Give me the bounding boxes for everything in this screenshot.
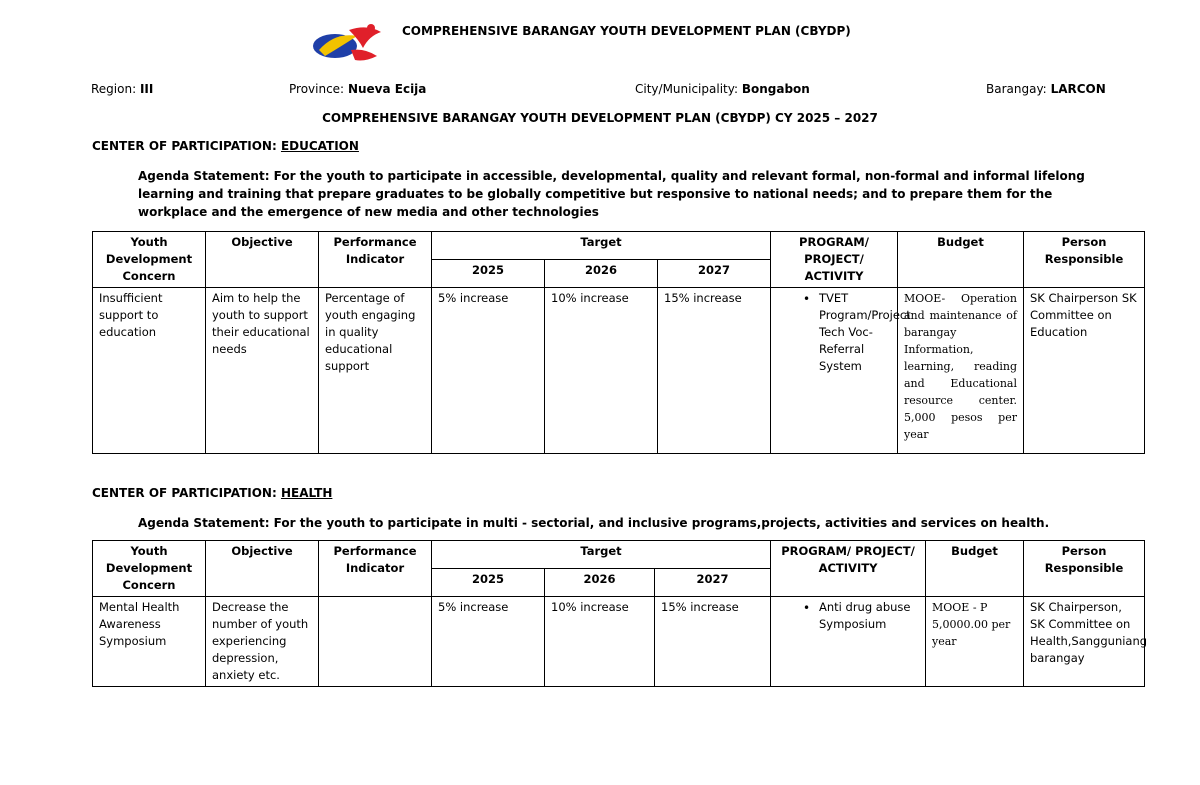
- sk-logo-icon: [305, 22, 387, 66]
- cell-target-2026: 10% increase: [545, 288, 658, 454]
- cell-target-2027: 15% increase: [658, 288, 771, 454]
- header-program: PROGRAM/ PROJECT/ ACTIVITY: [771, 232, 898, 288]
- table-row: [93, 288, 1145, 454]
- document-title: COMPREHENSIVE BARANGAY YOUTH DEVELOPMENT PLAN (CBYDP): [402, 24, 851, 38]
- cell-budget: MOOE- Operation and maintenance of barangay Information, learning, reading and Educational resource center. 5,000 pesos per year: [898, 288, 1024, 454]
- health-plan-table: [92, 540, 1148, 687]
- cell-indicator: Percentage of youth engaging in quality educational support: [319, 288, 432, 454]
- header-target: Target: [432, 232, 771, 260]
- bullet-icon: •: [803, 601, 811, 615]
- cell-target-2027: 15% increase: [655, 597, 771, 687]
- plan-title: COMPREHENSIVE BARANGAY YOUTH DEVELOPMENT PLAN (CBYDP) CY 2025 – 2027: [322, 111, 878, 125]
- region-field: Region: III: [91, 82, 154, 96]
- health-agenda-statement: Agenda Statement: For the youth to participate in multi - sectorial, and inclusive programs,projects, activities and services on health.: [138, 516, 1050, 530]
- cell-concern: Insufficient support to education: [93, 288, 206, 454]
- header-indicator: Performance Indicator: [319, 232, 432, 288]
- location-row: [0, 82, 1200, 100]
- header-year-2027: 2027: [655, 569, 771, 597]
- header-year-2025: 2025: [432, 569, 545, 597]
- header-year-2025: 2025: [432, 260, 545, 288]
- cell-budget: MOOE - P 5,0000.00 per year: [926, 597, 1024, 687]
- education-agenda-statement: Agenda Statement: For the youth to participate in accessible, developmental, quality and relevant formal, non-formal and informal lifelong learning and training that prepare graduates to be globally competitive but responsive to national needs; and to prepare them for the workplace and the emergence of new media and other technologies: [138, 169, 1085, 219]
- province-field: Province: Nueva Ecija: [289, 82, 427, 96]
- header-person: Person Responsible: [1024, 541, 1145, 597]
- cell-concern: Mental Health Awareness Symposium: [93, 597, 206, 687]
- header-person: Person Responsible: [1024, 232, 1145, 288]
- header-objective: Objective: [206, 541, 319, 597]
- header-budget: Budget: [926, 541, 1024, 597]
- header-target: Target: [432, 541, 771, 569]
- header-year-2027: 2027: [658, 260, 771, 288]
- header-year-2026: 2026: [545, 260, 658, 288]
- cell-person: SK Chairperson SK Committee on Education: [1024, 288, 1145, 454]
- header-concern: Youth Development Concern: [93, 541, 206, 597]
- cell-target-2025: 5% increase: [432, 288, 545, 454]
- cell-target-2026: 10% increase: [545, 597, 655, 687]
- header-program: PROGRAM/ PROJECT/ ACTIVITY: [771, 541, 926, 597]
- header-year-2026: 2026: [545, 569, 655, 597]
- cell-program: • Anti drug abuse Symposium: [771, 597, 926, 687]
- education-center-heading: CENTER OF PARTICIPATION: EDUCATION: [92, 139, 359, 153]
- table-row: [93, 597, 1145, 687]
- header-indicator: Performance Indicator: [319, 541, 432, 597]
- barangay-field: Barangay: LARCON: [986, 82, 1106, 96]
- cell-indicator: [319, 597, 432, 687]
- city-field: City/Municipality: Bongabon: [635, 82, 810, 96]
- bullet-icon: •: [803, 292, 811, 306]
- cell-person: SK Chairperson, SK Committee on Health,Sangguniang barangay: [1024, 597, 1145, 687]
- cell-target-2025: 5% increase: [432, 597, 545, 687]
- header-concern: Youth Development Concern: [93, 232, 206, 288]
- header-objective: Objective: [206, 232, 319, 288]
- cell-program: • TVET Program/Project Tech Voc-Referral System: [771, 288, 898, 454]
- header-budget: Budget: [898, 232, 1024, 288]
- health-center-heading: CENTER OF PARTICIPATION: HEALTH: [92, 486, 333, 500]
- cell-objective: Decrease the number of youth experiencing depression, anxiety etc.: [206, 597, 319, 687]
- cell-objective: Aim to help the youth to support their educational needs: [206, 288, 319, 454]
- education-plan-table: [92, 231, 1145, 454]
